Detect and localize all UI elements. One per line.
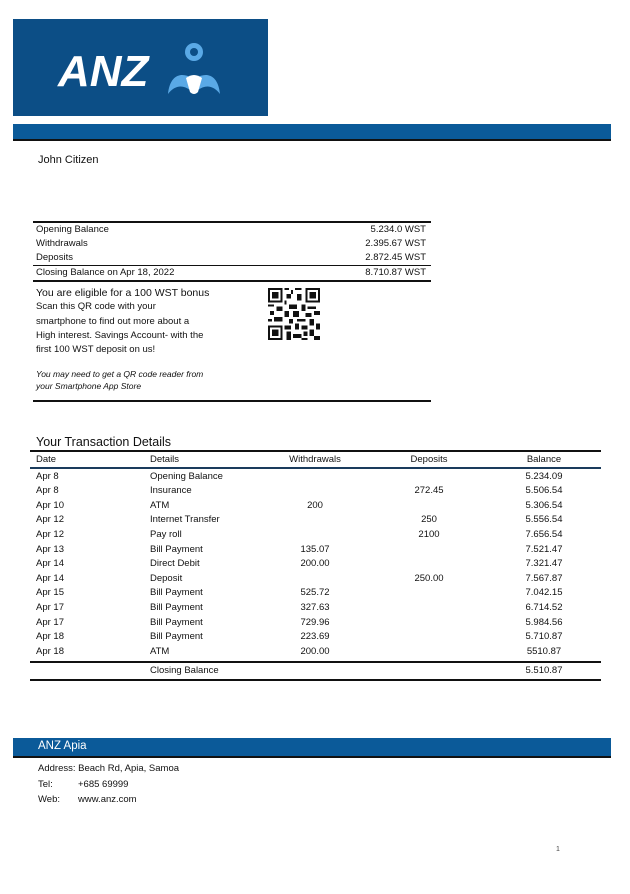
table-row xyxy=(30,499,601,514)
cell-balance-text: 5510.87 xyxy=(526,645,562,657)
page-mark: 1 xyxy=(556,846,560,853)
cell-date: Apr 14 xyxy=(36,558,64,570)
cell-balance-text: 5.556.54 xyxy=(525,514,563,526)
cell-date: Apr 10 xyxy=(36,499,64,511)
cell-details: ATM xyxy=(150,645,170,657)
address-label: Address: xyxy=(38,763,76,774)
web-link[interactable]: www.anz.com xyxy=(78,794,137,805)
promo-line: Scan this QR code with your xyxy=(36,301,156,313)
cell-withdrawals-text: 200.00 xyxy=(300,558,330,570)
cell-details: Direct Debit xyxy=(150,558,200,570)
cell-balance-text: 7.567.87 xyxy=(525,572,563,584)
table-row xyxy=(30,645,601,660)
cell-date: Apr 18 xyxy=(36,645,64,657)
table-row xyxy=(30,586,601,601)
cell-balance-text: 5.710.87 xyxy=(525,631,563,643)
promo-text xyxy=(36,286,256,357)
address-line xyxy=(38,761,179,777)
cell-date: Apr 8 xyxy=(36,485,59,497)
header-details: Details xyxy=(150,454,180,465)
cell-date: Apr 12 xyxy=(36,528,64,540)
cell-withdrawals-text: 729.96 xyxy=(300,616,330,628)
cell-date: Apr 14 xyxy=(36,572,64,584)
cell-date: Apr 18 xyxy=(36,631,64,643)
closing-balance-label: Closing Balance xyxy=(150,665,219,677)
promo-note-line: You may need to get a QR code reader from xyxy=(36,369,204,379)
summary-value: 2.395.67 WST xyxy=(365,238,426,249)
cell-details: Opening Balance xyxy=(150,470,223,482)
web-line xyxy=(38,792,179,808)
cell-details: Bill Payment xyxy=(150,587,203,599)
cell-details: Bill Payment xyxy=(150,616,203,628)
cell-deposits-text: 2100 xyxy=(418,528,440,540)
account-summary xyxy=(33,221,431,402)
promo-line: High interest. Savings Account- with the xyxy=(36,329,204,341)
transactions-table xyxy=(30,450,601,681)
header-deposits-text: Deposits xyxy=(410,454,448,465)
table-row xyxy=(30,484,601,499)
summary-closing-row xyxy=(33,265,431,282)
anz-logo-graphic xyxy=(56,38,226,98)
cell-details: ATM xyxy=(150,499,170,511)
header-date: Date xyxy=(36,454,57,465)
summary-row xyxy=(33,223,431,237)
cell-date: Apr 12 xyxy=(36,514,64,526)
closing-balance-row xyxy=(30,661,601,681)
cell-balance-text: 7.042.15 xyxy=(525,587,563,599)
svg-text:ANZ: ANZ xyxy=(57,46,148,96)
customer-name: John Citizen xyxy=(38,154,99,166)
cell-withdrawals-text: 223.69 xyxy=(300,631,330,643)
cell-withdrawals-text: 327.63 xyxy=(300,601,330,613)
cell-details: Pay roll xyxy=(150,528,182,540)
header-bar xyxy=(13,124,611,141)
cell-withdrawals-text: 525.72 xyxy=(300,587,330,599)
cell-withdrawals-text: 200 xyxy=(307,499,323,511)
cell-details: Insurance xyxy=(150,485,192,497)
anz-logo xyxy=(13,19,268,116)
branch-name: ANZ Apia xyxy=(38,740,87,752)
summary-label: Opening Balance xyxy=(36,224,109,235)
cell-details: Deposit xyxy=(150,572,183,584)
summary-row xyxy=(33,237,431,251)
tel-value[interactable]: +685 69999 xyxy=(78,778,129,790)
cell-date: Apr 8 xyxy=(36,470,59,482)
address-value: Beach Rd, Apia, Samoa xyxy=(78,763,180,774)
closing-value: 8.710.87 WST xyxy=(365,267,426,278)
summary-value: 2.872.45 WST xyxy=(365,252,426,263)
promo-note-line: your Smartphone App Store xyxy=(36,381,142,391)
tel-line xyxy=(38,777,179,793)
qr-code-icon[interactable] xyxy=(268,288,320,340)
branch-bar xyxy=(13,738,611,758)
summary-row xyxy=(33,251,431,265)
cell-balance-text: 7.656.54 xyxy=(525,528,563,540)
web-label: Web: xyxy=(38,794,61,805)
transactions-title: Your Transaction Details xyxy=(36,435,172,449)
cell-details: Bill Payment xyxy=(150,601,203,613)
cell-balance-text: 5.984.56 xyxy=(525,616,563,628)
cell-balance-text: 5.506.54 xyxy=(525,485,563,497)
cell-balance-text: 5.306.54 xyxy=(525,499,563,511)
promo-line: You are eligible for a 100 WST bonus xyxy=(36,287,210,299)
cell-details: Bill Payment xyxy=(150,543,203,555)
cell-details: Bill Payment xyxy=(150,631,203,643)
cell-withdrawals-text: 200.00 xyxy=(300,645,330,657)
promo-note xyxy=(36,368,203,392)
summary-value: 5.234.0 WST xyxy=(370,224,426,235)
cell-deposits-text: 272.45 xyxy=(414,485,444,497)
summary-label: Deposits xyxy=(36,252,73,263)
table-header xyxy=(30,450,601,469)
promo-line: smartphone to find out more about a xyxy=(36,315,190,327)
table-row xyxy=(30,528,601,543)
cell-deposits-text: 250.00 xyxy=(414,572,444,584)
table-row xyxy=(30,601,601,616)
cell-deposits-text: 250 xyxy=(421,514,437,526)
closing-label: Closing Balance on Apr 18, 2022 xyxy=(36,267,175,278)
cell-withdrawals-text: 135.07 xyxy=(300,543,330,555)
table-row xyxy=(30,630,601,645)
promo-line: first 100 WST deposit on us! xyxy=(36,344,156,356)
table-row xyxy=(30,572,601,587)
table-row xyxy=(30,470,601,485)
closing-balance-text: 5.510.87 xyxy=(525,665,563,677)
summary-label: Withdrawals xyxy=(36,238,88,249)
table-row xyxy=(30,513,601,528)
cell-date: Apr 17 xyxy=(36,601,64,613)
table-row xyxy=(30,543,601,558)
cell-details: Internet Transfer xyxy=(150,514,220,526)
cell-balance-text: 5.234.09 xyxy=(525,470,563,482)
anz-people-icon xyxy=(168,43,220,94)
table-row xyxy=(30,616,601,631)
cell-date: Apr 13 xyxy=(36,543,64,555)
cell-date: Apr 15 xyxy=(36,587,64,599)
promo-box xyxy=(33,282,431,402)
header-withdrawals-text: Withdrawals xyxy=(289,454,341,465)
cell-date: Apr 17 xyxy=(36,616,64,628)
table-body xyxy=(30,469,601,660)
tel-label: Tel: xyxy=(38,778,53,790)
branch-contact xyxy=(38,761,179,808)
cell-balance-text: 6.714.52 xyxy=(525,601,563,613)
table-row xyxy=(30,557,601,572)
header-balance-text: Balance xyxy=(526,454,562,465)
cell-balance-text: 7.321.47 xyxy=(525,558,563,570)
cell-balance-text: 7.521.47 xyxy=(525,543,563,555)
